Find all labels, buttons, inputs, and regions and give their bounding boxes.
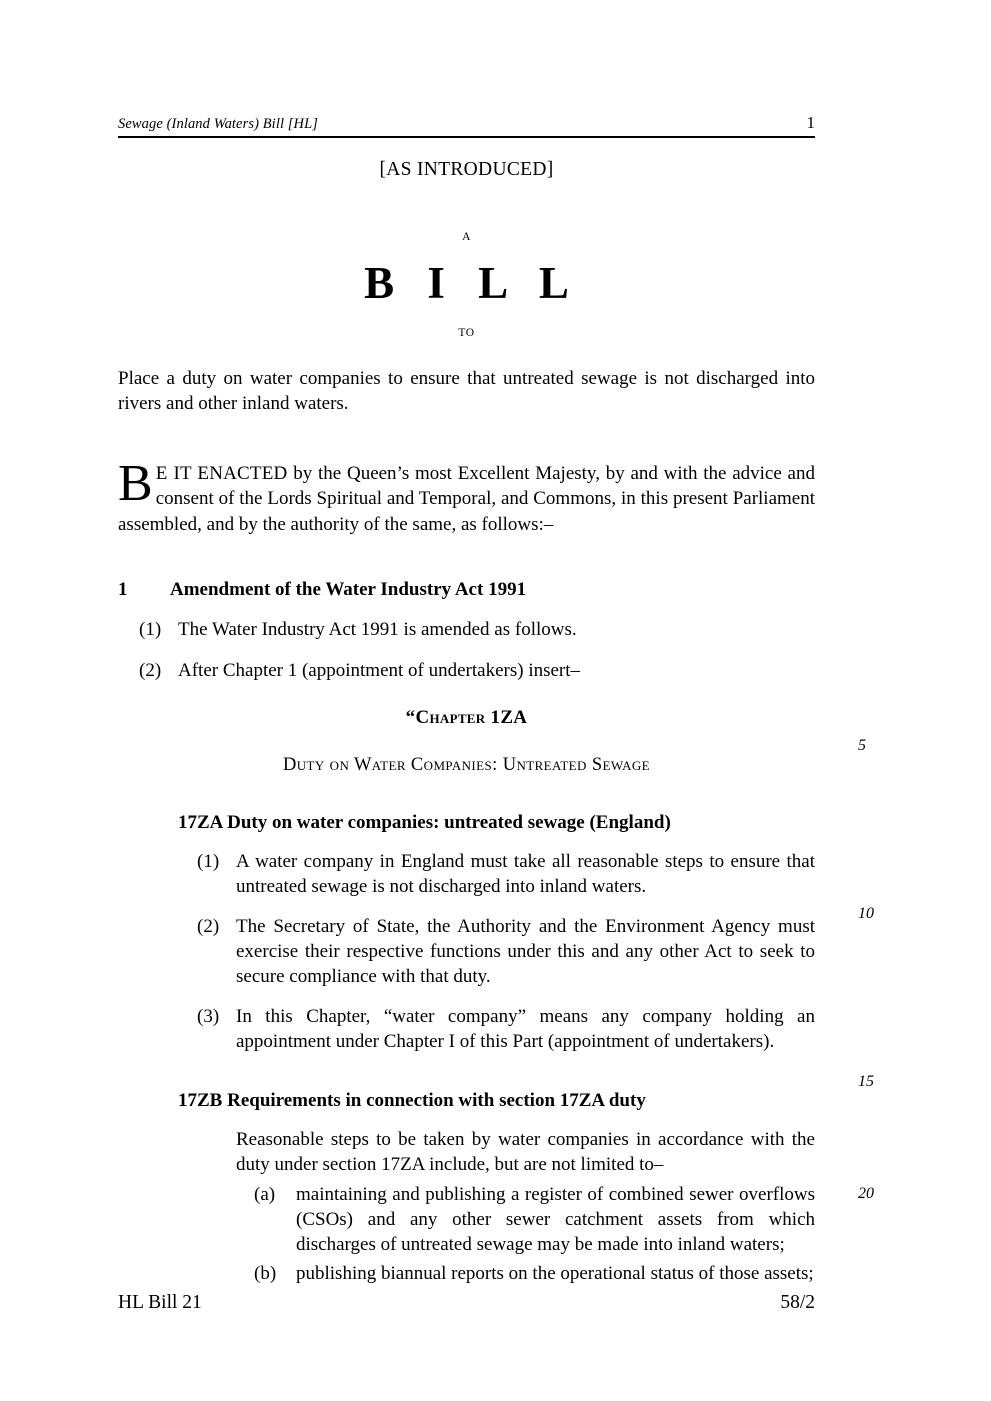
text-line: A water company in England must take all reasonable steps to ensure <box>236 850 781 872</box>
running-header <box>118 113 815 133</box>
section-1-number: 1 <box>118 578 128 600</box>
enacting-dropcap: B <box>118 455 153 513</box>
enacting-line-2: and consent of the Lords Spiritual and Temporal, and Commons, in this present <box>155 463 815 510</box>
text-line: Reasonable steps to be taken by water companies in accordance with <box>236 1129 785 1151</box>
inserted-17zb-paragraph-a <box>254 1182 815 1257</box>
paragraph-letter: (b) <box>254 1262 277 1284</box>
text-line: that untreated sewage is not discharged into inland waters. <box>236 850 816 897</box>
subsection-number: (3) <box>197 1006 220 1028</box>
section-1 <box>118 579 815 683</box>
line-number-5: 5 <box>858 737 866 754</box>
inserted-17zb-paragraph-b <box>254 1261 815 1286</box>
text-line: In this Chapter, “water company” means any company holding an <box>236 1006 815 1028</box>
section-1-subsection-2 <box>118 658 815 683</box>
text-line: assets; <box>764 1262 814 1284</box>
paragraph-letter: (a) <box>254 1183 276 1205</box>
text-line: publishing biannual reports on the operational status of those <box>296 1262 760 1284</box>
enacting-formula <box>118 455 816 536</box>
line-number-20: 20 <box>858 1185 874 1202</box>
section-1-heading <box>118 579 815 601</box>
enacting-line-1-rest: by the Queen’s most Excellent Majesty, by and with the advice <box>287 463 782 485</box>
subsection-number: (2) <box>139 659 162 681</box>
subsection-text <box>236 849 815 899</box>
bill-content <box>118 150 815 1286</box>
stage-label: [AS INTRODUCED] <box>379 159 554 180</box>
inserted-17zb-lead-paragraph <box>236 1127 815 1177</box>
long-title-line-1: Place a duty on water companies to ensure that untreated sewage is not <box>118 368 689 390</box>
line-number-10: 10 <box>858 905 874 922</box>
long-title <box>118 366 815 416</box>
subsection-text <box>236 1004 815 1054</box>
text-line: which discharges of untreated sewage may be made into inland <box>296 1208 815 1255</box>
text-line: to seek to secure compliance with that duty. <box>236 941 816 988</box>
enacting-smallcaps: E IT ENACTED <box>155 463 288 485</box>
inserted-section-17zb-heading: 17ZB Requirements in connection with section 17ZA duty <box>178 1090 646 1112</box>
subsection-number: (1) <box>197 850 220 872</box>
header-page-number: 1 <box>806 113 815 132</box>
text-line: waters; <box>729 1233 785 1255</box>
subsection-number: (2) <box>197 915 220 937</box>
paragraph-text <box>296 1261 815 1286</box>
text-line: must exercise their respective functions under this and any other Act <box>236 915 815 963</box>
inserted-chapter-heading: “Chapter 1ZA <box>405 706 528 728</box>
header-bill-title: Sewage (Inland Waters) Bill [HL] <box>118 116 319 132</box>
document-type-title: B I L L <box>364 258 580 308</box>
article-a: A <box>462 231 471 243</box>
enacting-line-3: Parliament assembled, and by the authority of the same, as follows:– <box>118 488 816 535</box>
long-title-line-2: discharged into rivers and other inland waters. <box>118 368 816 415</box>
section-1-title: Amendment of the Water Industry Act 1991 <box>170 578 527 600</box>
bill-reference: HL Bill 21 <box>118 1292 202 1313</box>
subsection-number: (1) <box>139 618 162 640</box>
header-rule <box>118 136 815 138</box>
text-line: The Secretary of State, the Authority and the Environment Agency <box>236 915 771 937</box>
preposition-to: TO <box>458 327 475 340</box>
text-line: the duty under section 17ZA include, but are not limited to– <box>236 1129 815 1176</box>
inserted-chapter-subheading: Duty on Water Companies: Untreated Sewage <box>282 754 651 775</box>
text-line: overflows (CSOs) and any other sewer catchment assets from <box>296 1183 815 1230</box>
inserted-17za-subsection-3 <box>178 1004 815 1054</box>
paragraph-text <box>296 1182 815 1257</box>
inserted-17za-subsection-1 <box>178 849 815 899</box>
subsection-text: The Water Industry Act 1991 is amended as follows. <box>178 618 577 640</box>
text-line: appointment under Chapter I of this Part (appointment of undertakers). <box>236 1031 775 1053</box>
print-code: 58/2 <box>780 1292 815 1313</box>
subsection-text: After Chapter 1 (appointment of undertakers) insert– <box>178 659 581 681</box>
text-line: maintaining and publishing a register of combined sewer <box>296 1183 734 1205</box>
subsection-text <box>236 914 815 989</box>
line-number-15: 15 <box>858 1073 874 1090</box>
page-footer <box>118 1292 815 1314</box>
inserted-section-17za-heading: 17ZA Duty on water companies: untreated sewage (England) <box>178 811 671 833</box>
section-1-subsection-1 <box>118 617 815 642</box>
inserted-17za-subsection-2 <box>178 914 815 989</box>
